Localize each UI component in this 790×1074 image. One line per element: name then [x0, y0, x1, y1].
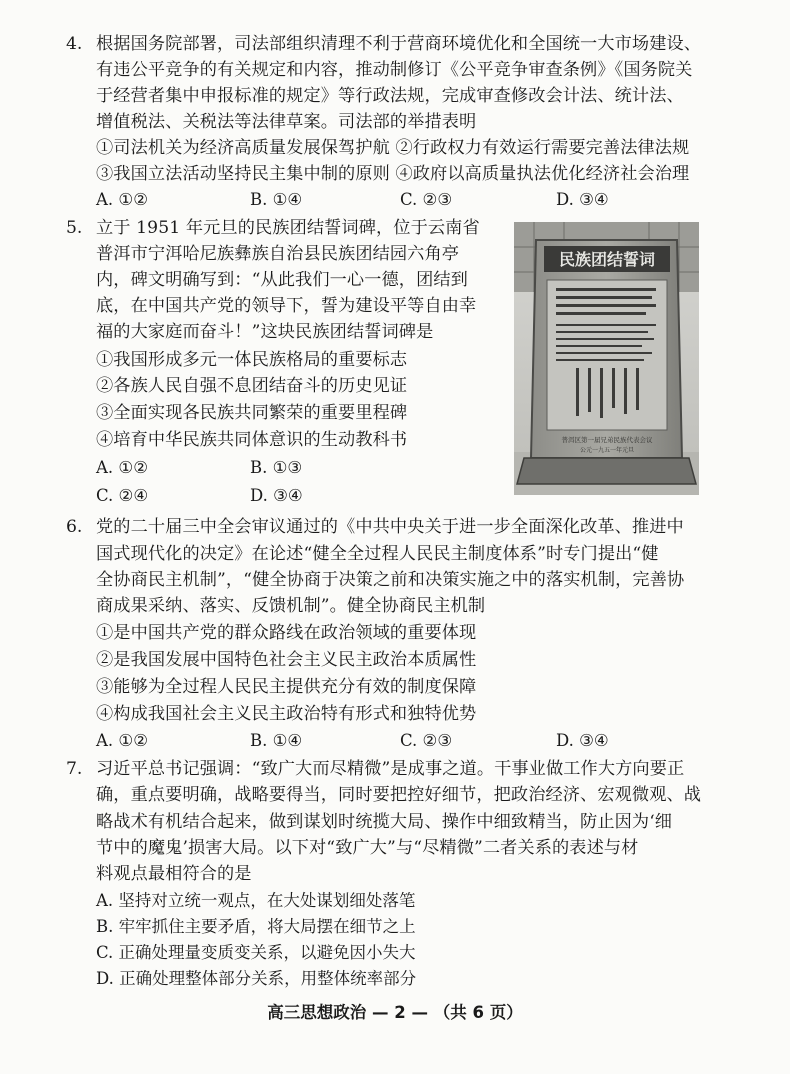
statement-line: ③我国立法活动坚持民主集中制的原则 ④政府以高质量执法优化经济社会治理: [96, 164, 690, 184]
statement-line: ①是中国共产党的群众路线在政治领域的重要体现: [96, 623, 477, 643]
question-text-line: 增值税法、关税法等法律草案。司法部的举措表明: [96, 112, 477, 132]
question-text-line: 有违公平竞争的有关规定和内容，推动制修订《公平竞争审查条例》《国务院关: [96, 60, 693, 80]
statement-line: ④构成我国社会主义民主政治特有形式和独特优势: [96, 704, 477, 724]
option-a[interactable]: A. ①②: [96, 731, 148, 750]
question-text-line: 略战术有机结合起来，做到谋划时统揽大局、操作中细致精当，防止因为‘细: [96, 812, 673, 832]
option-c[interactable]: C. ②③: [400, 731, 453, 750]
question-number: 6.: [66, 517, 83, 537]
question-text-line: 福的大家庭而奋斗！”这块民族团结誓词碑是: [96, 322, 434, 342]
option-d[interactable]: D. ③④: [556, 731, 609, 750]
question-text-line: 节中的魔鬼’损害大局。以下对“致广大”与“尽精微”二者关系的表述与材: [96, 838, 639, 858]
question-text-line: 料观点最相符合的是: [96, 864, 252, 884]
question-number: 4.: [66, 34, 83, 54]
option-c[interactable]: C. 正确处理量变质变关系，以避免因小失大: [96, 943, 416, 962]
question-number: 5.: [66, 218, 83, 238]
question-text-line: 确，重点要明确，战略要得当，同时要把控好细节，把政治经济、宏观微观、战: [96, 785, 702, 805]
option-b[interactable]: B. ①③: [250, 458, 303, 477]
statement-line: ②各族人民自强不息团结奋斗的历史见证: [96, 376, 408, 396]
question-number: 7.: [66, 759, 83, 779]
question-text-line: 习近平总书记强调：“致广大而尽精微”是成事之道。干事业做工作大方向要正: [96, 759, 685, 779]
question-text-line: 全协商民主机制”，“健全协商于决策之前和决策实施之中的落实机制，完善协: [96, 570, 685, 590]
question-text-line: 于经营者集中申报标准的规定》等行政法规，完成审查修改会计法、统计法、: [96, 86, 684, 106]
option-c[interactable]: C. ②③: [400, 190, 453, 209]
question-text-line: 内，碑文明确写到：“从此我们一心一德，团结到: [96, 270, 468, 290]
statement-line: ①司法机关为经济高质量发展保驾护航 ②行政权力有效运行需要完善法律法规: [96, 138, 690, 158]
question-text-line: 国式现代化的决定》在论述“健全全过程人民民主制度体系”时专门提出“健: [96, 544, 659, 564]
option-d[interactable]: D. ③④: [556, 190, 609, 209]
monument-title: 民族团结誓词: [558, 250, 656, 269]
option-c[interactable]: C. ②④: [96, 486, 149, 505]
statement-line: ③全面实现各民族共同繁荣的重要里程碑: [96, 403, 408, 423]
statement-line: ②是我国发展中国特色社会主义民主政治本质属性: [96, 650, 477, 670]
question-text-line: 立于 1951 年元旦的民族团结誓词碑，位于云南省: [96, 218, 480, 238]
option-d[interactable]: D. 正确处理整体部分关系，用整体统率部分: [96, 969, 417, 988]
page-footer: 高三思想政治 — 2 — （共 6 页）: [267, 1003, 523, 1022]
statement-line: ①我国形成多元一体民族格局的重要标志: [96, 350, 408, 370]
question-text-line: 普洱市宁洱哈尼族彝族自治县民族团结园六角亭: [96, 244, 460, 264]
monument-date-text: 公元一九五一年元旦: [579, 447, 635, 454]
option-b[interactable]: B. ①④: [250, 190, 303, 209]
option-a[interactable]: A. 坚持对立统一观点，在大处谋划细处落笔: [96, 891, 416, 910]
option-b[interactable]: B. 牢牢抓住主要矛盾，将大局摆在细节之上: [96, 917, 416, 936]
question-text-line: 根据国务院部署，司法部组织清理不利于营商环境优化和全国统一大市场建设、: [96, 34, 702, 54]
question-text-line: 商成果采纳、落实、反馈机制”。健全协商民主机制: [96, 596, 486, 616]
monument-photo: [514, 222, 699, 495]
statement-line: ④培育中华民族共同体意识的生动教科书: [96, 430, 408, 450]
statement-line: ③能够为全过程人民民主提供充分有效的制度保障: [96, 677, 477, 697]
question-text-line: 党的二十届三中全会审议通过的《中共中央关于进一步全面深化改革、推进中: [96, 517, 684, 537]
option-d[interactable]: D. ③④: [250, 486, 303, 505]
monument-footer-text: 普洱区第一届兄弟民族代表会议: [561, 436, 653, 444]
question-text-line: 底，在中国共产党的领导下，誓为建设平等自由幸: [96, 296, 477, 316]
option-a[interactable]: A. ①②: [96, 190, 148, 209]
option-b[interactable]: B. ①④: [250, 731, 303, 750]
option-a[interactable]: A. ①②: [96, 458, 148, 477]
